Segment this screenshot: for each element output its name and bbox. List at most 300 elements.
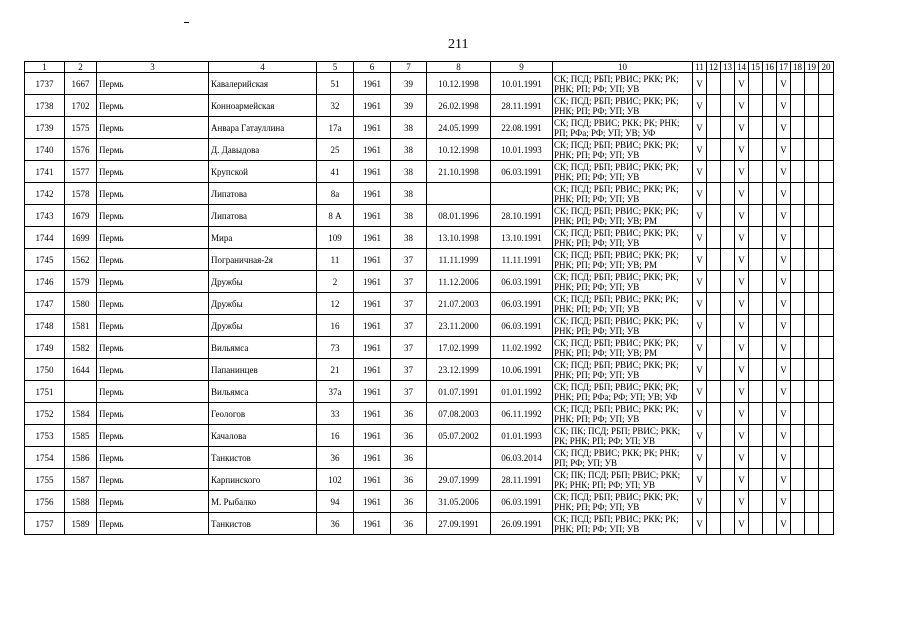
date-2-cell: 10.01.1991 [491,73,553,95]
house-number-cell: 21 [317,359,354,381]
mark-19-cell [805,73,819,95]
table-row [25,249,834,271]
date-2-cell: 11.11.1991 [491,249,553,271]
city-cell: Пермь [97,381,209,403]
column-header-6: 6 [354,62,391,73]
page-number: 211 [448,37,469,52]
mark-15-cell [749,381,763,403]
object-code-cell: 1699 [65,227,97,249]
mark-11-cell: V [693,161,707,183]
mark-12-cell [707,447,721,469]
date-1-cell: 21.07.2003 [427,293,491,315]
city-cell: Пермь [97,205,209,227]
column-header-20: 20 [819,62,834,73]
work-types-cell: СК; ПК; ПСД; РБП; РВИС; РКК; РК; РНК; РП; РФ; УП; УВ [553,469,693,491]
table-row [25,381,834,403]
year-cell: 1961 [354,513,391,535]
city-cell: Пермь [97,227,209,249]
age-value-cell: 36 [391,491,427,513]
mark-15-cell [749,513,763,535]
city-cell: Пермь [97,293,209,315]
mark-16-cell [763,183,777,205]
mark-12-cell [707,249,721,271]
mark-15-cell [749,183,763,205]
date-1-cell: 27.09.1991 [427,513,491,535]
mark-18-cell [791,249,805,271]
table-row [25,227,834,249]
mark-12-cell [707,513,721,535]
age-value-cell: 38 [391,227,427,249]
year-cell: 1961 [354,205,391,227]
street-cell: Конноармейская [209,95,317,117]
mark-14-cell: V [735,447,749,469]
mark-12-cell [707,359,721,381]
year-cell: 1961 [354,469,391,491]
mark-17-cell: V [777,293,791,315]
year-cell: 1961 [354,227,391,249]
row-number-cell: 1753 [25,425,65,447]
date-2-cell: 28.11.1991 [491,95,553,117]
object-code-cell: 1575 [65,117,97,139]
mark-11-cell: V [693,293,707,315]
work-types-cell: СК; ПСД; РБП; РВИС; РКК; РК; РНК; РП; РФ; УП; УВ [553,183,693,205]
date-1-cell: 05.07.2002 [427,425,491,447]
mark-20-cell [819,469,834,491]
mark-16-cell [763,139,777,161]
mark-18-cell [791,139,805,161]
street-cell: Анвара Гатауллина [209,117,317,139]
row-number-cell: 1737 [25,73,65,95]
city-cell: Пермь [97,513,209,535]
column-header-4: 4 [209,62,317,73]
work-types-cell: СК; ПСД; РБП; РВИС; РКК; РК; РНК; РП; РФ; УП; УВ [553,491,693,513]
object-code-cell: 1576 [65,139,97,161]
table-row [25,491,834,513]
mark-14-cell: V [735,271,749,293]
mark-11-cell: V [693,227,707,249]
column-header-10: 10 [553,62,693,73]
work-types-cell: СК; ПСД; РБП; РВИС; РКК; РК; РНК; РП; РФ; УП; УВ [553,95,693,117]
mark-13-cell [721,403,735,425]
row-number-cell: 1741 [25,161,65,183]
year-cell: 1961 [354,183,391,205]
table-row [25,293,834,315]
mark-20-cell [819,271,834,293]
row-number-cell: 1756 [25,491,65,513]
street-cell: Дружбы [209,271,317,293]
work-types-cell: СК; ПСД; РБП; РВИС; РКК; РК; РНК; РП; РФ; УП; УВ [553,271,693,293]
mark-16-cell [763,73,777,95]
year-cell: 1961 [354,359,391,381]
object-code-cell: 1579 [65,271,97,293]
object-code-cell: 1581 [65,315,97,337]
date-1-cell: 29.07.1999 [427,469,491,491]
city-cell: Пермь [97,337,209,359]
mark-18-cell [791,491,805,513]
mark-19-cell [805,491,819,513]
work-types-cell: СК; ПСД; РВИС; РКК; РК; РНК; РП; РФ; УП; УВ [553,447,693,469]
age-value-cell: 39 [391,95,427,117]
row-number-cell: 1754 [25,447,65,469]
mark-20-cell [819,425,834,447]
row-number-cell: 1755 [25,469,65,491]
mark-13-cell [721,183,735,205]
mark-13-cell [721,161,735,183]
mark-13-cell [721,73,735,95]
date-2-cell: 26.09.1991 [491,513,553,535]
age-value-cell: 37 [391,359,427,381]
age-value-cell: 38 [391,161,427,183]
age-value-cell: 37 [391,381,427,403]
mark-14-cell: V [735,315,749,337]
mark-20-cell [819,359,834,381]
city-cell: Пермь [97,447,209,469]
street-cell: Д. Давыдова [209,139,317,161]
mark-13-cell [721,491,735,513]
mark-19-cell [805,381,819,403]
row-number-cell: 1742 [25,183,65,205]
mark-15-cell [749,249,763,271]
mark-12-cell [707,315,721,337]
mark-13-cell [721,381,735,403]
mark-15-cell [749,95,763,117]
street-cell: М. Рыбалко [209,491,317,513]
mark-14-cell: V [735,337,749,359]
city-cell: Пермь [97,73,209,95]
mark-12-cell [707,403,721,425]
table-row [25,337,834,359]
mark-13-cell [721,95,735,117]
mark-19-cell [805,337,819,359]
mark-11-cell: V [693,249,707,271]
work-types-cell: СК; ПСД; РБП; РВИС; РКК; РК; РНК; РП; РФ; УП; УВ [553,403,693,425]
row-number-cell: 1744 [25,227,65,249]
date-2-cell: 22.08.1991 [491,117,553,139]
mark-16-cell [763,491,777,513]
city-cell: Пермь [97,249,209,271]
row-number-cell: 1747 [25,293,65,315]
row-number-cell: 1749 [25,337,65,359]
street-cell: Мира [209,227,317,249]
mark-17-cell: V [777,205,791,227]
mark-15-cell [749,425,763,447]
house-number-cell: 16 [317,425,354,447]
mark-14-cell: V [735,249,749,271]
date-2-cell: 13.10.1991 [491,227,553,249]
city-cell: Пермь [97,95,209,117]
work-types-cell: СК; ПСД; РБП; РВИС; РКК; РК; РНК; РП; РФ; УП; УВ [553,293,693,315]
table-row [25,73,834,95]
object-code-cell [65,381,97,403]
work-types-cell: СК; ПСД; РБП; РВИС; РКК; РК; РНК; РП; РФ; УП; УВ [553,513,693,535]
mark-15-cell [749,315,763,337]
mark-19-cell [805,161,819,183]
date-2-cell: 01.01.1992 [491,381,553,403]
mark-16-cell [763,161,777,183]
street-cell: Липатова [209,205,317,227]
table-row [25,513,834,535]
mark-13-cell [721,271,735,293]
mark-20-cell [819,117,834,139]
table-row [25,271,834,293]
column-header-19: 19 [805,62,819,73]
year-cell: 1961 [354,95,391,117]
row-number-cell: 1750 [25,359,65,381]
date-1-cell: 23.11.2000 [427,315,491,337]
mark-16-cell [763,425,777,447]
work-types-cell: СК; ПСД; РБП; РВИС; РКК; РК; РНК; РП; РФа; РФ; УП; УВ; УФ [553,381,693,403]
mark-16-cell [763,447,777,469]
mark-17-cell: V [777,359,791,381]
mark-12-cell [707,425,721,447]
mark-20-cell [819,73,834,95]
mark-19-cell [805,183,819,205]
mark-18-cell [791,447,805,469]
year-cell: 1961 [354,117,391,139]
mark-16-cell [763,95,777,117]
house-number-cell: 17а [317,117,354,139]
mark-12-cell [707,227,721,249]
register-table [24,61,834,535]
table-row [25,403,834,425]
street-cell: Вильямса [209,381,317,403]
table-row [25,95,834,117]
mark-18-cell [791,359,805,381]
age-value-cell: 36 [391,513,427,535]
object-code-cell: 1587 [65,469,97,491]
mark-14-cell: V [735,403,749,425]
date-2-cell: 10.01.1993 [491,139,553,161]
mark-17-cell: V [777,139,791,161]
table-body [25,62,834,535]
city-cell: Пермь [97,271,209,293]
mark-15-cell [749,73,763,95]
street-cell: Танкистов [209,513,317,535]
age-value-cell: 37 [391,271,427,293]
house-number-cell: 11 [317,249,354,271]
work-types-cell: СК; ПСД; РВИС; РКК; РК; РНК; РП; РФа; РФ; УП; УВ; УФ [553,117,693,139]
mark-19-cell [805,447,819,469]
house-number-cell: 36 [317,447,354,469]
date-2-cell: 06.03.1991 [491,491,553,513]
mark-14-cell: V [735,205,749,227]
age-value-cell: 36 [391,469,427,491]
mark-17-cell: V [777,249,791,271]
column-header-13: 13 [721,62,735,73]
mark-11-cell: V [693,271,707,293]
age-value-cell: 38 [391,139,427,161]
mark-12-cell [707,117,721,139]
mark-19-cell [805,469,819,491]
mark-18-cell [791,513,805,535]
mark-18-cell [791,469,805,491]
mark-11-cell: V [693,403,707,425]
date-1-cell: 10.12.1998 [427,139,491,161]
mark-17-cell: V [777,381,791,403]
year-cell: 1961 [354,249,391,271]
row-number-cell: 1743 [25,205,65,227]
mark-17-cell: V [777,491,791,513]
object-code-cell: 1582 [65,337,97,359]
house-number-cell: 41 [317,161,354,183]
mark-11-cell: V [693,95,707,117]
table-row [25,117,834,139]
street-cell: Липатова [209,183,317,205]
column-header-17: 17 [777,62,791,73]
row-number-cell: 1740 [25,139,65,161]
age-value-cell: 37 [391,315,427,337]
street-cell: Пограничная-2я [209,249,317,271]
mark-20-cell [819,95,834,117]
mark-16-cell [763,249,777,271]
row-number-cell: 1746 [25,271,65,293]
mark-18-cell [791,227,805,249]
mark-14-cell: V [735,513,749,535]
header-row [25,62,834,73]
age-value-cell: 37 [391,249,427,271]
mark-20-cell [819,249,834,271]
mark-11-cell: V [693,447,707,469]
mark-13-cell [721,205,735,227]
mark-11-cell: V [693,491,707,513]
mark-17-cell: V [777,337,791,359]
mark-20-cell [819,381,834,403]
mark-14-cell: V [735,183,749,205]
mark-14-cell: V [735,73,749,95]
work-types-cell: СК; ПСД; РБП; РВИС; РКК; РК; РНК; РП; РФ; УП; УВ [553,315,693,337]
row-number-cell: 1751 [25,381,65,403]
mark-15-cell [749,337,763,359]
house-number-cell: 33 [317,403,354,425]
date-1-cell [427,183,491,205]
column-header-18: 18 [791,62,805,73]
house-number-cell: 37а [317,381,354,403]
mark-16-cell [763,227,777,249]
row-number-cell: 1748 [25,315,65,337]
mark-13-cell [721,513,735,535]
city-cell: Пермь [97,183,209,205]
work-types-cell: СК; ПСД; РБП; РВИС; РКК; РК; РНК; РП; РФ; УП; УВ; РМ [553,205,693,227]
mark-19-cell [805,271,819,293]
object-code-cell: 1679 [65,205,97,227]
mark-14-cell: V [735,491,749,513]
object-code-cell: 1644 [65,359,97,381]
date-2-cell: 06.03.1991 [491,315,553,337]
mark-16-cell [763,359,777,381]
mark-11-cell: V [693,139,707,161]
object-code-cell: 1589 [65,513,97,535]
mark-11-cell: V [693,425,707,447]
mark-17-cell: V [777,447,791,469]
mark-19-cell [805,95,819,117]
mark-12-cell [707,161,721,183]
house-number-cell: 109 [317,227,354,249]
year-cell: 1961 [354,403,391,425]
mark-20-cell [819,227,834,249]
house-number-cell: 32 [317,95,354,117]
year-cell: 1961 [354,139,391,161]
mark-19-cell [805,249,819,271]
street-cell: Крупской [209,161,317,183]
mark-18-cell [791,73,805,95]
mark-19-cell [805,227,819,249]
age-value-cell: 38 [391,117,427,139]
table-row [25,315,834,337]
date-1-cell: 11.12.2006 [427,271,491,293]
work-types-cell: СК; ПСД; РБП; РВИС; РКК; РК; РНК; РП; РФ; УП; УВ [553,227,693,249]
date-1-cell: 07.08.2003 [427,403,491,425]
mark-17-cell: V [777,513,791,535]
date-2-cell: 06.03.1991 [491,271,553,293]
mark-20-cell [819,337,834,359]
mark-14-cell: V [735,359,749,381]
mark-12-cell [707,381,721,403]
mark-11-cell: V [693,337,707,359]
house-number-cell: 36 [317,513,354,535]
column-header-15: 15 [749,62,763,73]
table-row [25,183,834,205]
mark-16-cell [763,315,777,337]
object-code-cell: 1577 [65,161,97,183]
date-2-cell: 06.11.1992 [491,403,553,425]
date-1-cell: 26.02.1998 [427,95,491,117]
object-code-cell: 1702 [65,95,97,117]
date-1-cell: 01.07.1991 [427,381,491,403]
mark-14-cell: V [735,117,749,139]
work-types-cell: СК; ПСД; РБП; РВИС; РКК; РК; РНК; РП; РФ; УП; УВ [553,359,693,381]
object-code-cell: 1585 [65,425,97,447]
mark-18-cell [791,425,805,447]
table-row [25,161,834,183]
table-row [25,359,834,381]
mark-16-cell [763,381,777,403]
date-2-cell: 06.03.1991 [491,293,553,315]
mark-13-cell [721,293,735,315]
mark-15-cell [749,447,763,469]
mark-18-cell [791,381,805,403]
age-value-cell: 38 [391,183,427,205]
object-code-cell: 1580 [65,293,97,315]
table-row [25,469,834,491]
date-2-cell: 06.03.1991 [491,161,553,183]
object-code-cell: 1584 [65,403,97,425]
mark-20-cell [819,293,834,315]
mark-12-cell [707,95,721,117]
city-cell: Пермь [97,139,209,161]
date-2-cell: 11.02.1992 [491,337,553,359]
mark-14-cell: V [735,227,749,249]
age-value-cell: 36 [391,447,427,469]
mark-12-cell [707,271,721,293]
mark-15-cell [749,469,763,491]
year-cell: 1961 [354,337,391,359]
year-cell: 1961 [354,315,391,337]
mark-17-cell: V [777,425,791,447]
mark-19-cell [805,293,819,315]
city-cell: Пермь [97,161,209,183]
year-cell: 1961 [354,73,391,95]
mark-18-cell [791,403,805,425]
column-header-12: 12 [707,62,721,73]
mark-13-cell [721,359,735,381]
date-1-cell: 17.02.1999 [427,337,491,359]
table-row [25,425,834,447]
mark-17-cell: V [777,161,791,183]
year-cell: 1961 [354,425,391,447]
date-2-cell: 28.11.1991 [491,469,553,491]
mark-11-cell: V [693,183,707,205]
mark-18-cell [791,315,805,337]
